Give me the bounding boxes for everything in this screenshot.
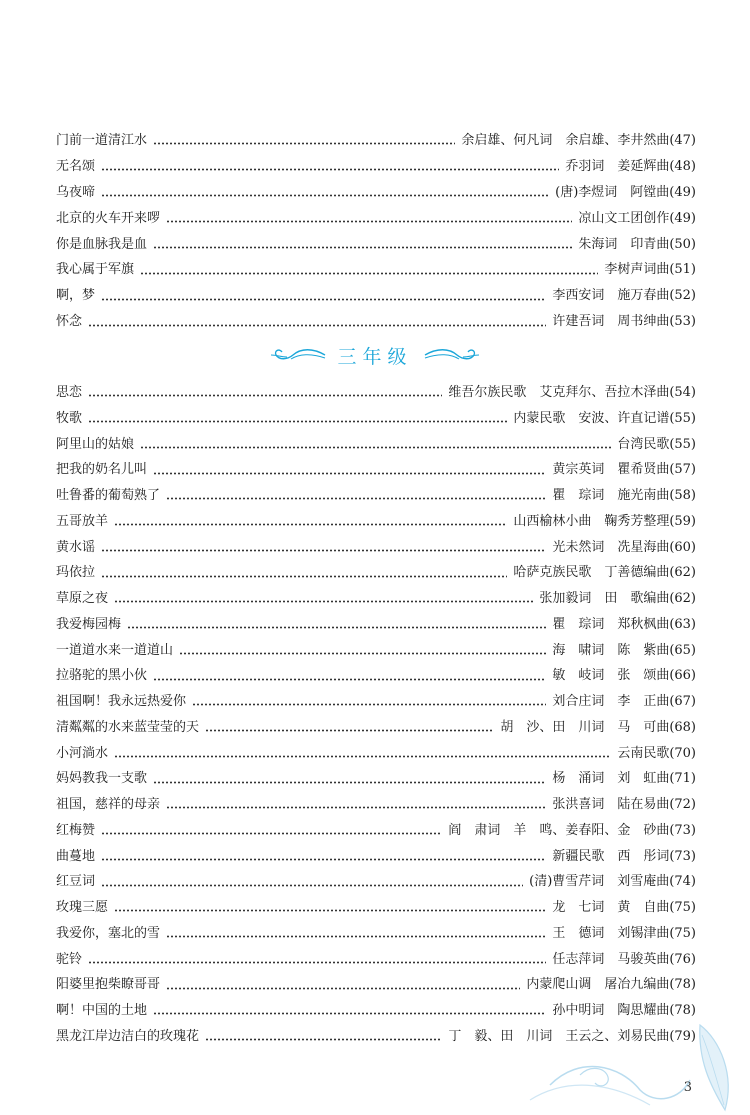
dot-leader [114, 600, 533, 603]
toc-entry-title: 阳婆里抱柴瞭哥哥 [56, 977, 161, 993]
toc-entry-credit: 内蒙爬山调 屠冶九编曲(78) [526, 977, 696, 993]
toc-entry-credit: 台湾民歌(55) [617, 436, 696, 452]
toc-list-grade3 [56, 380, 696, 1050]
toc-entry-credit: 张洪喜词 陆在易曲(72) [552, 797, 696, 812]
toc-entry-title: 牧歌 [56, 410, 83, 426]
toc-entry-title: 啊，梦 [56, 288, 96, 304]
toc-entry-credit: 瞿 琮词 施光南曲(58) [552, 488, 696, 503]
toc-entry-title: 红梅赞 [56, 822, 96, 838]
dot-leader [101, 298, 546, 301]
dot-leader [153, 142, 455, 145]
dot-leader [101, 884, 523, 887]
dot-leader [127, 626, 546, 629]
toc-entry-credit: 内蒙民歌 安波、许直记谱(55) [513, 410, 696, 426]
toc-entry [56, 309, 696, 335]
toc-entry-credit: 龙 七词 黄 自曲(75) [552, 900, 696, 915]
dot-leader [114, 755, 611, 758]
dot-leader [101, 575, 507, 578]
toc-entry-credit: 张加毅词 田 歌编曲(62) [539, 591, 696, 606]
toc-entry-title: 把我的奶名儿叫 [56, 462, 148, 478]
dot-leader [114, 909, 546, 912]
toc-entry-credit: 瞿 琮词 郑秋枫曲(63) [552, 616, 696, 632]
toc-entry-title: 五哥放羊 [56, 513, 109, 529]
dot-leader [153, 246, 572, 249]
dot-leader [205, 729, 494, 732]
toc-entry [56, 535, 696, 561]
dot-leader [140, 272, 598, 275]
toc-entry-title: 我爱你，塞北的雪 [56, 925, 161, 941]
dot-leader [101, 168, 559, 171]
toc-entry [56, 947, 696, 973]
swirl-ornament-right-icon [423, 344, 483, 366]
section-heading-text: 三年级 [337, 345, 413, 368]
toc-entry-credit: 新疆民歌 西 彤词(73) [552, 848, 696, 864]
toc-entry-credit: 余启雄、何凡词 余启雄、李井然曲(47) [461, 133, 696, 148]
toc-entry [56, 792, 696, 818]
toc-entry-credit: 凉山文工团创作(49) [578, 210, 696, 226]
toc-entry-credit: 哈萨克族民歌 丁善德编曲(62) [513, 565, 696, 581]
toc-entry-credit: 李西安词 施万春曲(52) [552, 288, 696, 304]
toc-entry [56, 380, 696, 406]
toc-entry-title: 妈妈教我一支歌 [56, 771, 148, 787]
toc-entry-title: 黄水谣 [56, 539, 96, 555]
toc-entry-title: 祖国啊！我永远热爱你 [56, 694, 187, 709]
toc-entry-credit: (清)曹雪芹词 刘雪庵曲(74) [529, 874, 696, 890]
toc-entry-credit: 杨 涌词 刘 虹曲(71) [552, 771, 696, 787]
toc-entry-credit: 孙中明词 陶思耀曲(78) [552, 1003, 696, 1018]
toc-entry [56, 432, 696, 458]
toc-entry [56, 457, 696, 483]
toc-entry [56, 612, 696, 638]
toc-entry-title: 红豆词 [56, 874, 96, 890]
toc-entry [56, 206, 696, 232]
dot-leader [88, 394, 442, 397]
toc-entry [56, 741, 696, 767]
toc-entry-title: 吐鲁番的葡萄熟了 [56, 488, 161, 503]
toc-entry-credit: (唐)李煜词 阿镗曲(49) [555, 184, 696, 200]
toc-entry-title: 清粼粼的水来蓝莹莹的天 [56, 719, 200, 735]
toc-entry [56, 818, 696, 844]
swirl-ornament-left-icon [267, 344, 327, 366]
toc-entry [56, 509, 696, 535]
toc-entry-title: 我心属于军旗 [56, 262, 135, 278]
dot-leader [101, 832, 442, 835]
dot-leader [101, 194, 549, 197]
toc-entry [56, 560, 696, 586]
toc-entry [56, 257, 696, 283]
toc-entry [56, 715, 696, 741]
toc-entry [56, 586, 696, 612]
toc-entry-credit: 乔羽词 姜延辉曲(48) [565, 158, 696, 174]
toc-entry [56, 232, 696, 258]
toc-entry-title: 草原之夜 [56, 591, 109, 606]
toc-entry-title: 曲蔓地 [56, 848, 96, 864]
toc-entry-title: 一道道水来一道道山 [56, 642, 174, 658]
toc-entry [56, 766, 696, 792]
dot-leader [114, 523, 507, 526]
dot-leader [166, 987, 520, 990]
toc-entry-credit: 敏 岐词 张 颂曲(66) [552, 668, 696, 684]
toc-entry [56, 180, 696, 206]
dot-leader [88, 961, 546, 964]
toc-list-top [56, 128, 696, 335]
dot-leader [140, 446, 611, 449]
toc-entry-title: 黑龙江岸边洁白的玫瑰花 [56, 1028, 200, 1044]
toc-entry [56, 972, 696, 998]
toc-entry-title: 玛依拉 [56, 565, 96, 581]
toc-entry-credit: 朱海词 印青曲(50) [578, 236, 696, 252]
dot-leader [166, 806, 546, 809]
dot-leader [153, 1012, 546, 1015]
dot-leader [166, 935, 546, 938]
toc-entry [56, 283, 696, 309]
toc-entry-credit: 海 啸词 陈 紫曲(65) [552, 642, 696, 658]
toc-entry-title: 玫瑰三愿 [56, 900, 109, 915]
toc-entry [56, 689, 696, 715]
toc-entry [56, 128, 696, 154]
dot-leader [192, 703, 546, 706]
dot-leader [179, 652, 546, 655]
toc-entry-credit: 许建吾词 周书绅曲(53) [552, 314, 696, 330]
toc-entry-title: 无名颂 [56, 158, 96, 174]
dot-leader [166, 497, 546, 500]
dot-leader [153, 472, 546, 475]
toc-entry-credit: 维吾尔族民歌 艾克拜尔、吾拉木泽曲(54) [448, 385, 696, 400]
toc-entry [56, 663, 696, 689]
toc-entry [56, 154, 696, 180]
toc-entry-title: 拉骆驼的黑小伙 [56, 668, 148, 684]
toc-entry [56, 921, 696, 947]
toc-entry-title: 小河淌水 [56, 745, 109, 761]
toc-entry-credit: 胡 沙、田 川词 马 可曲(68) [500, 719, 696, 735]
toc-entry [56, 406, 696, 432]
section-heading [0, 340, 750, 370]
corner-leaf-ornament-icon [520, 1005, 750, 1115]
toc-entry-credit: 任志萍词 马骏英曲(76) [552, 951, 696, 967]
toc-entry-credit: 李树声词曲(51) [604, 262, 696, 278]
dot-leader [88, 420, 507, 423]
toc-entry-title: 怀念 [56, 314, 83, 330]
toc-entry-title: 北京的火车开来啰 [56, 210, 161, 226]
toc-entry-title: 啊！中国的土地 [56, 1003, 148, 1018]
toc-entry [56, 483, 696, 509]
dot-leader [205, 1038, 442, 1041]
toc-entry-title: 门前一道清江水 [56, 133, 148, 148]
dot-leader [153, 678, 546, 681]
dot-leader [166, 220, 572, 223]
dot-leader [88, 324, 546, 327]
toc-entry-credit: 阎 肃词 羊 鸣、姜春阳、金 砂曲(73) [448, 822, 696, 838]
toc-entry-title: 乌夜啼 [56, 184, 96, 200]
toc-entry-title: 阿里山的姑娘 [56, 436, 135, 452]
toc-entry-credit: 王 德词 刘锡津曲(75) [552, 925, 696, 941]
toc-entry-title: 驼铃 [56, 951, 83, 967]
toc-entry-title: 你是血脉我是血 [56, 236, 148, 252]
toc-entry-credit: 黄宗英词 瞿希贤曲(57) [552, 462, 696, 478]
toc-entry-credit: 丁 毅、田 川词 王云之、刘易民曲(79) [448, 1028, 696, 1044]
toc-entry-credit: 云南民歌(70) [617, 745, 696, 761]
toc-entry-credit: 山西榆林小曲 鞠秀芳整理(59) [513, 513, 696, 529]
page-number: 3 [683, 1080, 692, 1095]
toc-entry-title: 祖国，慈祥的母亲 [56, 797, 161, 812]
toc-entry-title: 我爱梅园梅 [56, 616, 122, 632]
toc-entry-credit: 光未然词 冼星海曲(60) [552, 539, 696, 555]
toc-entry [56, 895, 696, 921]
dot-leader [101, 858, 546, 861]
dot-leader [101, 549, 546, 552]
toc-entry-credit: 刘合庄词 李 正曲(67) [552, 694, 696, 709]
toc-entry-title: 思恋 [56, 385, 83, 400]
toc-entry [56, 844, 696, 870]
toc-entry [56, 869, 696, 895]
dot-leader [153, 781, 546, 784]
toc-entry [56, 638, 696, 664]
